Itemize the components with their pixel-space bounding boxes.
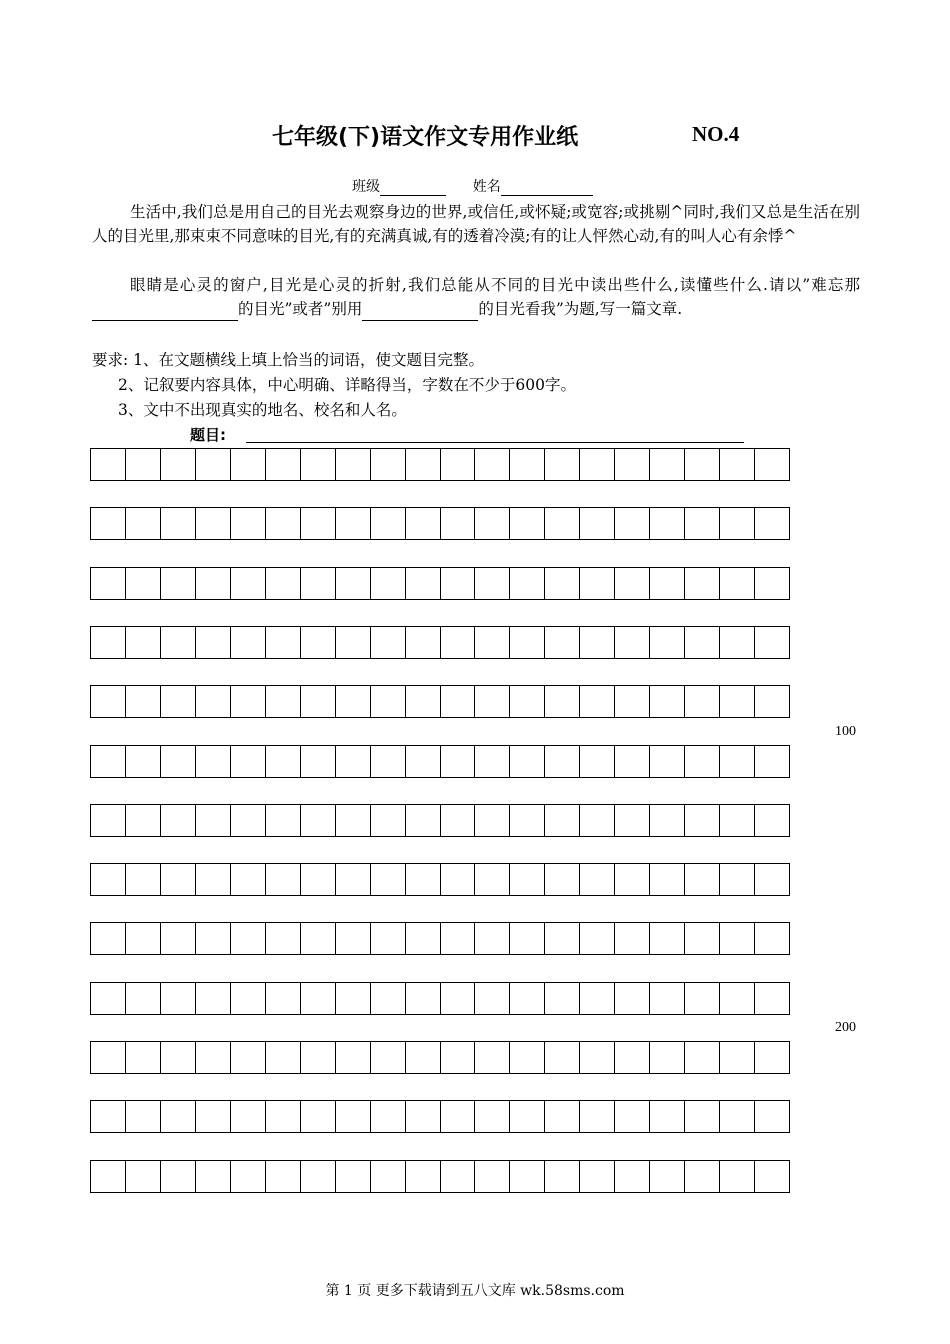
grid-cell[interactable] xyxy=(195,1101,230,1132)
grid-cell[interactable] xyxy=(754,1101,789,1132)
grid-cell[interactable] xyxy=(719,449,754,480)
grid-cell[interactable] xyxy=(405,983,440,1014)
grid-cell[interactable] xyxy=(614,1101,649,1132)
grid-cell[interactable] xyxy=(649,864,684,895)
grid-cell[interactable] xyxy=(440,627,475,658)
requirement-1: 1、在文题横线上填上恰当的词语，使文题目完整。 xyxy=(133,351,485,369)
grid-cell[interactable] xyxy=(440,449,475,480)
blank-1 xyxy=(92,305,238,321)
grid-cell[interactable] xyxy=(614,1161,649,1192)
requirements xyxy=(92,348,576,423)
grid-cell[interactable] xyxy=(509,1042,544,1073)
grid-cell[interactable] xyxy=(649,746,684,777)
student-info-row xyxy=(352,176,593,196)
grid-cell[interactable] xyxy=(544,864,579,895)
grid-cell[interactable] xyxy=(649,1101,684,1132)
grid-cell[interactable] xyxy=(684,449,719,480)
grid-cell[interactable] xyxy=(544,449,579,480)
grid-cell[interactable] xyxy=(230,923,265,954)
grid-cell[interactable] xyxy=(440,1161,475,1192)
grid-cell[interactable] xyxy=(335,686,370,717)
page-title xyxy=(0,120,950,154)
grid-cell[interactable] xyxy=(440,508,475,539)
grid-cell[interactable] xyxy=(91,805,125,836)
grid-cell[interactable] xyxy=(91,449,125,480)
grid-cell[interactable] xyxy=(474,1101,509,1132)
grid-cell[interactable] xyxy=(614,864,649,895)
grid-cell[interactable] xyxy=(125,449,160,480)
grid-cell[interactable] xyxy=(265,449,300,480)
grid-cell[interactable] xyxy=(195,746,230,777)
grid-cell[interactable] xyxy=(370,1101,405,1132)
grid-cell[interactable] xyxy=(509,1161,544,1192)
grid-cell[interactable] xyxy=(160,508,195,539)
grid-cell[interactable] xyxy=(265,508,300,539)
class-label: 班级 xyxy=(352,179,380,195)
grid-cell[interactable] xyxy=(300,686,335,717)
grid-cell[interactable] xyxy=(474,686,509,717)
prompt-text-b: 的目光”或者”别用 xyxy=(238,300,363,318)
grid-row xyxy=(90,804,790,837)
grid-cell[interactable] xyxy=(230,449,265,480)
grid-cell[interactable] xyxy=(335,1101,370,1132)
grid-cell[interactable] xyxy=(125,983,160,1014)
grid-cell[interactable] xyxy=(579,1042,614,1073)
grid-cell[interactable] xyxy=(440,1101,475,1132)
grid-cell[interactable] xyxy=(719,508,754,539)
grid-cell[interactable] xyxy=(719,686,754,717)
grid-cell[interactable] xyxy=(719,923,754,954)
requirement-2: 2、记叙要内容具体，中心明确、详略得当，字数在不少于600字。 xyxy=(118,376,576,394)
grid-cell[interactable] xyxy=(335,746,370,777)
grid-cell[interactable] xyxy=(125,746,160,777)
grid-cell[interactable] xyxy=(265,983,300,1014)
grid-cell[interactable] xyxy=(125,508,160,539)
grid-cell[interactable] xyxy=(579,1101,614,1132)
grid-cell[interactable] xyxy=(230,805,265,836)
grid-cell[interactable] xyxy=(195,864,230,895)
grid-cell[interactable] xyxy=(91,686,125,717)
grid-cell[interactable] xyxy=(160,805,195,836)
grid-cell[interactable] xyxy=(335,1042,370,1073)
grid-cell[interactable] xyxy=(370,1042,405,1073)
grid-cell[interactable] xyxy=(195,449,230,480)
grid-row xyxy=(90,863,790,896)
prompt-paragraph-1: 生活中,我们总是用自己的目光去观察身边的世界,或信任,或怀疑;或宽容;或挑剔^同时,我们又总是生活在别人的目光里,那束束不同意味的目光,有的充满真诚,有的透着冷漠;有的让人怦然心动,有的叫人心有余悸^ xyxy=(92,203,860,245)
grid-cell[interactable] xyxy=(509,923,544,954)
grid-cell[interactable] xyxy=(300,449,335,480)
grid-cell[interactable] xyxy=(509,746,544,777)
grid-cell[interactable] xyxy=(230,627,265,658)
grid-cell[interactable] xyxy=(440,805,475,836)
grid-cell[interactable] xyxy=(91,983,125,1014)
word-count-100: 100 xyxy=(835,724,856,739)
grid-cell[interactable] xyxy=(474,508,509,539)
grid-cell[interactable] xyxy=(614,983,649,1014)
grid-cell[interactable] xyxy=(370,627,405,658)
grid-cell[interactable] xyxy=(544,627,579,658)
grid-row xyxy=(90,1160,790,1193)
grid-cell[interactable] xyxy=(649,449,684,480)
grid-cell[interactable] xyxy=(649,805,684,836)
topic-label: 题目: xyxy=(190,426,226,444)
grid-cell[interactable] xyxy=(544,1161,579,1192)
grid-cell[interactable] xyxy=(265,627,300,658)
grid-cell[interactable] xyxy=(300,805,335,836)
grid-cell[interactable] xyxy=(614,805,649,836)
grid-cell[interactable] xyxy=(474,746,509,777)
grid-cell[interactable] xyxy=(754,508,789,539)
grid-cell[interactable] xyxy=(754,1161,789,1192)
grid-cell[interactable] xyxy=(195,805,230,836)
grid-row xyxy=(90,448,790,481)
grid-cell[interactable] xyxy=(335,983,370,1014)
grid-cell[interactable] xyxy=(195,508,230,539)
grid-cell[interactable] xyxy=(754,923,789,954)
grid-row xyxy=(90,685,790,718)
grid-cell[interactable] xyxy=(754,983,789,1014)
grid-cell[interactable] xyxy=(719,805,754,836)
grid-cell[interactable] xyxy=(195,568,230,599)
grid-cell[interactable] xyxy=(370,1161,405,1192)
grid-cell[interactable] xyxy=(195,1042,230,1073)
grid-cell[interactable] xyxy=(719,568,754,599)
grid-cell[interactable] xyxy=(719,1042,754,1073)
grid-cell[interactable] xyxy=(405,1161,440,1192)
grid-cell[interactable] xyxy=(474,864,509,895)
blank-2 xyxy=(362,305,478,321)
grid-cell[interactable] xyxy=(579,449,614,480)
grid-cell[interactable] xyxy=(335,805,370,836)
grid-cell[interactable] xyxy=(160,568,195,599)
grid-cell[interactable] xyxy=(125,627,160,658)
grid-cell[interactable] xyxy=(91,1101,125,1132)
grid-cell[interactable] xyxy=(684,1042,719,1073)
grid-cell[interactable] xyxy=(405,449,440,480)
grid-cell[interactable] xyxy=(614,923,649,954)
grid-cell[interactable] xyxy=(649,1161,684,1192)
grid-cell[interactable] xyxy=(649,686,684,717)
grid-row xyxy=(90,507,790,540)
grid-cell[interactable] xyxy=(440,746,475,777)
grid-cell[interactable] xyxy=(300,568,335,599)
grid-cell[interactable] xyxy=(684,746,719,777)
grid-cell[interactable] xyxy=(544,686,579,717)
grid-cell[interactable] xyxy=(160,1042,195,1073)
class-field[interactable] xyxy=(380,180,446,196)
grid-cell[interactable] xyxy=(649,508,684,539)
grid-cell[interactable] xyxy=(91,1042,125,1073)
grid-cell[interactable] xyxy=(265,1042,300,1073)
grid-cell[interactable] xyxy=(160,686,195,717)
grid-cell[interactable] xyxy=(684,568,719,599)
name-label: 姓名 xyxy=(472,179,501,195)
grid-cell[interactable] xyxy=(265,805,300,836)
grid-cell[interactable] xyxy=(440,864,475,895)
grid-cell[interactable] xyxy=(160,983,195,1014)
grid-cell[interactable] xyxy=(335,923,370,954)
grid-cell[interactable] xyxy=(719,864,754,895)
grid-cell[interactable] xyxy=(405,568,440,599)
grid-cell[interactable] xyxy=(579,983,614,1014)
grid-cell[interactable] xyxy=(405,805,440,836)
grid-cell[interactable] xyxy=(649,568,684,599)
grid-cell[interactable] xyxy=(300,1161,335,1192)
grid-cell[interactable] xyxy=(265,923,300,954)
grid-cell[interactable] xyxy=(405,923,440,954)
grid-cell[interactable] xyxy=(684,686,719,717)
grid-row xyxy=(90,626,790,659)
grid-row xyxy=(90,982,790,1015)
grid-cell[interactable] xyxy=(160,746,195,777)
grid-cell[interactable] xyxy=(335,508,370,539)
grid-cell[interactable] xyxy=(230,1101,265,1132)
grid-cell[interactable] xyxy=(579,627,614,658)
grid-cell[interactable] xyxy=(754,805,789,836)
grid-cell[interactable] xyxy=(684,627,719,658)
grid-cell[interactable] xyxy=(370,864,405,895)
grid-cell[interactable] xyxy=(300,864,335,895)
grid-cell[interactable] xyxy=(265,1101,300,1132)
word-count-200: 200 xyxy=(835,1020,856,1035)
requirements-label: 要求: xyxy=(92,351,129,369)
grid-cell[interactable] xyxy=(370,805,405,836)
grid-cell[interactable] xyxy=(195,1161,230,1192)
page-footer: 第 1 页 更多下载请到五八文库 wk.58sms.com xyxy=(325,1283,625,1299)
grid-cell[interactable] xyxy=(370,686,405,717)
grid-cell[interactable] xyxy=(125,864,160,895)
grid-cell[interactable] xyxy=(754,627,789,658)
grid-cell[interactable] xyxy=(91,864,125,895)
grid-cell[interactable] xyxy=(649,923,684,954)
grid-cell[interactable] xyxy=(91,568,125,599)
prompt-text-c: 的目光看我”为题,写一篇文章. xyxy=(478,300,683,318)
grid-cell[interactable] xyxy=(300,1042,335,1073)
grid-cell[interactable] xyxy=(509,983,544,1014)
requirement-3: 3、文中不出现真实的地名、校名和人名。 xyxy=(118,401,407,419)
grid-cell[interactable] xyxy=(230,746,265,777)
worksheet-number: NO.4 xyxy=(692,122,740,146)
grid-cell[interactable] xyxy=(125,568,160,599)
prompt-text-a: 眼睛是心灵的窗户,目光是心灵的折射,我们总能从不同的目光中读出些什么,读懂些什么.请以”难忘那 xyxy=(130,276,860,294)
grid-cell[interactable] xyxy=(754,1042,789,1073)
grid-cell[interactable] xyxy=(405,1042,440,1073)
grid-cell[interactable] xyxy=(230,1042,265,1073)
grid-cell[interactable] xyxy=(370,923,405,954)
grid-cell[interactable] xyxy=(265,746,300,777)
grid-cell[interactable] xyxy=(509,864,544,895)
grid-cell[interactable] xyxy=(125,1042,160,1073)
grid-cell[interactable] xyxy=(544,508,579,539)
grid-cell[interactable] xyxy=(544,805,579,836)
grid-cell[interactable] xyxy=(649,983,684,1014)
grid-cell[interactable] xyxy=(474,1161,509,1192)
grid-cell[interactable] xyxy=(579,923,614,954)
topic-input-line[interactable] xyxy=(246,442,744,443)
grid-cell[interactable] xyxy=(544,746,579,777)
grid-cell[interactable] xyxy=(370,508,405,539)
grid-cell[interactable] xyxy=(509,1101,544,1132)
grid-cell[interactable] xyxy=(684,805,719,836)
grid-cell[interactable] xyxy=(754,449,789,480)
worksheet-title: 七年级(下)语文作文专用作业纸 xyxy=(272,125,579,150)
grid-cell[interactable] xyxy=(370,746,405,777)
grid-cell[interactable] xyxy=(719,746,754,777)
grid-cell[interactable] xyxy=(265,568,300,599)
grid-cell[interactable] xyxy=(544,983,579,1014)
grid-cell[interactable] xyxy=(335,568,370,599)
grid-cell[interactable] xyxy=(440,983,475,1014)
grid-cell[interactable] xyxy=(335,449,370,480)
grid-cell[interactable] xyxy=(754,746,789,777)
grid-cell[interactable] xyxy=(300,923,335,954)
grid-cell[interactable] xyxy=(579,686,614,717)
grid-cell[interactable] xyxy=(509,449,544,480)
grid-cell[interactable] xyxy=(125,805,160,836)
grid-cell[interactable] xyxy=(195,923,230,954)
grid-cell[interactable] xyxy=(91,923,125,954)
grid-cell[interactable] xyxy=(300,508,335,539)
grid-row xyxy=(90,745,790,778)
grid-cell[interactable] xyxy=(474,449,509,480)
grid-cell[interactable] xyxy=(684,508,719,539)
grid-cell[interactable] xyxy=(509,568,544,599)
grid-cell[interactable] xyxy=(300,1101,335,1132)
grid-cell[interactable] xyxy=(300,627,335,658)
grid-cell[interactable] xyxy=(684,864,719,895)
grid-cell[interactable] xyxy=(160,923,195,954)
grid-cell[interactable] xyxy=(160,449,195,480)
grid-cell[interactable] xyxy=(160,1161,195,1192)
grid-cell[interactable] xyxy=(440,923,475,954)
grid-cell[interactable] xyxy=(265,1161,300,1192)
grid-cell[interactable] xyxy=(300,746,335,777)
grid-cell[interactable] xyxy=(405,864,440,895)
grid-cell[interactable] xyxy=(370,449,405,480)
grid-row xyxy=(90,1100,790,1133)
grid-cell[interactable] xyxy=(440,1042,475,1073)
grid-cell[interactable] xyxy=(474,1042,509,1073)
grid-cell[interactable] xyxy=(614,746,649,777)
grid-cell[interactable] xyxy=(91,627,125,658)
grid-cell[interactable] xyxy=(125,923,160,954)
grid-cell[interactable] xyxy=(405,1101,440,1132)
grid-row xyxy=(90,922,790,955)
grid-cell[interactable] xyxy=(195,627,230,658)
grid-cell[interactable] xyxy=(684,1101,719,1132)
grid-cell[interactable] xyxy=(719,627,754,658)
grid-cell[interactable] xyxy=(614,1042,649,1073)
grid-cell[interactable] xyxy=(160,627,195,658)
grid-cell[interactable] xyxy=(405,508,440,539)
name-field[interactable] xyxy=(501,180,593,196)
grid-cell[interactable] xyxy=(230,508,265,539)
grid-cell[interactable] xyxy=(91,746,125,777)
grid-cell[interactable] xyxy=(160,1101,195,1132)
grid-cell[interactable] xyxy=(474,568,509,599)
grid-cell[interactable] xyxy=(579,864,614,895)
grid-cell[interactable] xyxy=(614,508,649,539)
grid-cell[interactable] xyxy=(719,1161,754,1192)
grid-cell[interactable] xyxy=(230,686,265,717)
grid-cell[interactable] xyxy=(230,1161,265,1192)
grid-cell[interactable] xyxy=(335,1161,370,1192)
grid-cell[interactable] xyxy=(754,568,789,599)
grid-cell[interactable] xyxy=(719,1101,754,1132)
grid-cell[interactable] xyxy=(509,805,544,836)
grid-cell[interactable] xyxy=(474,983,509,1014)
grid-cell[interactable] xyxy=(405,746,440,777)
grid-cell[interactable] xyxy=(370,568,405,599)
grid-cell[interactable] xyxy=(579,746,614,777)
grid-cell[interactable] xyxy=(474,923,509,954)
grid-cell[interactable] xyxy=(195,686,230,717)
grid-cell[interactable] xyxy=(335,864,370,895)
grid-cell[interactable] xyxy=(230,864,265,895)
grid-cell[interactable] xyxy=(544,568,579,599)
grid-cell[interactable] xyxy=(509,686,544,717)
grid-cell[interactable] xyxy=(300,983,335,1014)
grid-cell[interactable] xyxy=(265,686,300,717)
grid-cell[interactable] xyxy=(405,686,440,717)
grid-cell[interactable] xyxy=(684,983,719,1014)
grid-cell[interactable] xyxy=(579,1161,614,1192)
grid-cell[interactable] xyxy=(125,1161,160,1192)
grid-cell[interactable] xyxy=(614,686,649,717)
grid-cell[interactable] xyxy=(614,568,649,599)
grid-cell[interactable] xyxy=(440,686,475,717)
grid-cell[interactable] xyxy=(754,864,789,895)
grid-cell[interactable] xyxy=(684,1161,719,1192)
grid-cell[interactable] xyxy=(509,508,544,539)
grid-cell[interactable] xyxy=(544,923,579,954)
grid-cell[interactable] xyxy=(579,508,614,539)
grid-cell[interactable] xyxy=(370,983,405,1014)
grid-cell[interactable] xyxy=(649,627,684,658)
grid-cell[interactable] xyxy=(265,864,300,895)
grid-cell[interactable] xyxy=(544,1042,579,1073)
grid-cell[interactable] xyxy=(91,1161,125,1192)
grid-cell[interactable] xyxy=(614,449,649,480)
grid-cell[interactable] xyxy=(614,627,649,658)
grid-cell[interactable] xyxy=(684,923,719,954)
grid-cell[interactable] xyxy=(230,983,265,1014)
grid-cell[interactable] xyxy=(125,1101,160,1132)
grid-row xyxy=(90,567,790,600)
grid-cell[interactable] xyxy=(544,1101,579,1132)
grid-cell[interactable] xyxy=(335,627,370,658)
grid-cell[interactable] xyxy=(579,568,614,599)
grid-cell[interactable] xyxy=(230,568,265,599)
prompt-paragraph-2 xyxy=(92,273,860,321)
grid-cell[interactable] xyxy=(649,1042,684,1073)
grid-cell[interactable] xyxy=(474,627,509,658)
grid-cell[interactable] xyxy=(91,508,125,539)
grid-cell[interactable] xyxy=(160,864,195,895)
grid-cell[interactable] xyxy=(125,686,160,717)
grid-cell[interactable] xyxy=(405,627,440,658)
grid-cell[interactable] xyxy=(509,627,544,658)
grid-cell[interactable] xyxy=(474,805,509,836)
grid-cell[interactable] xyxy=(719,983,754,1014)
grid-cell[interactable] xyxy=(195,983,230,1014)
grid-row xyxy=(90,1041,790,1074)
grid-cell[interactable] xyxy=(579,805,614,836)
grid-cell[interactable] xyxy=(440,568,475,599)
grid-cell[interactable] xyxy=(754,686,789,717)
